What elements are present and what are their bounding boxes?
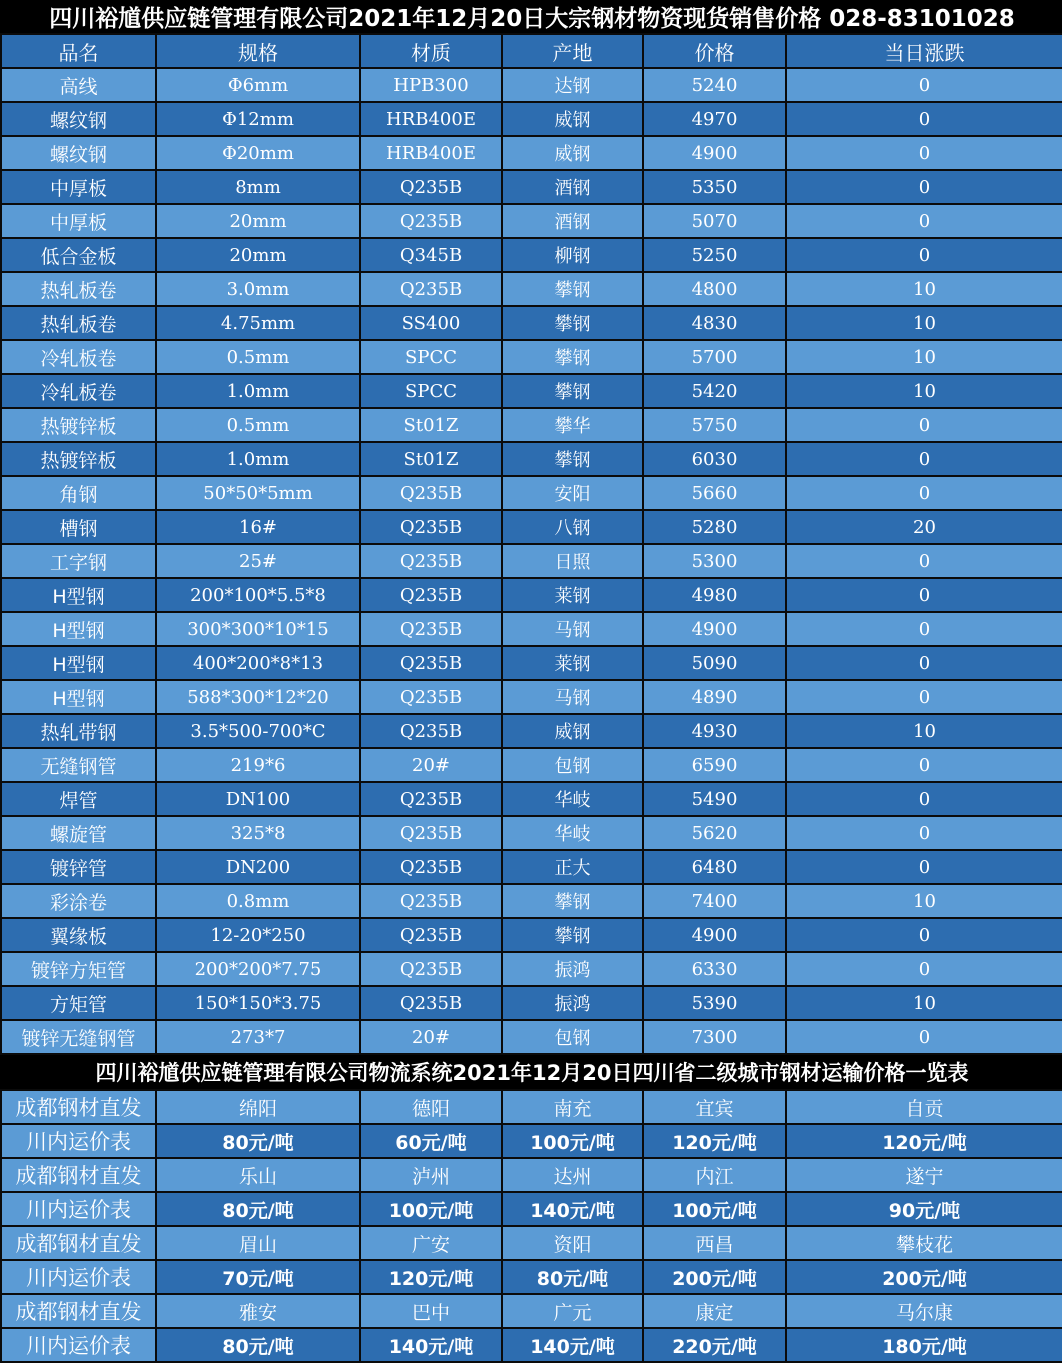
shipping-price: 100元/吨: [643, 1192, 786, 1226]
shipping-city: 雅安: [156, 1294, 360, 1328]
shipping-city: 广安: [360, 1226, 502, 1260]
cell-spec: 588*300*12*20: [156, 680, 360, 714]
cell-origin: 振鸿: [502, 986, 643, 1020]
shipping-label-top: 成都钢材直发: [1, 1226, 156, 1260]
table-row: [1, 782, 1062, 816]
cell-material: St01Z: [360, 408, 502, 442]
cell-change: 0: [786, 136, 1062, 170]
header-row: [1, 34, 1062, 68]
cell-price: 5280: [643, 510, 786, 544]
cell-spec: 8mm: [156, 170, 360, 204]
cell-spec: 300*300*10*15: [156, 612, 360, 646]
cell-origin: 攀钢: [502, 306, 643, 340]
cell-spec: 150*150*3.75: [156, 986, 360, 1020]
cell-material: St01Z: [360, 442, 502, 476]
shipping-price: 220元/吨: [643, 1328, 786, 1362]
cell-change: 0: [786, 544, 1062, 578]
table-row: [1, 102, 1062, 136]
cell-name: 冷轧板卷: [1, 340, 156, 374]
shipping-label-top: 成都钢材直发: [1, 1158, 156, 1192]
shipping-label-top: 成都钢材直发: [1, 1090, 156, 1124]
cell-price: 7400: [643, 884, 786, 918]
cell-name: 冷轧板卷: [1, 374, 156, 408]
cell-price: 5390: [643, 986, 786, 1020]
cell-origin: 八钢: [502, 510, 643, 544]
cell-price: 5420: [643, 374, 786, 408]
cell-spec: 1.0mm: [156, 374, 360, 408]
cell-material: Q235B: [360, 272, 502, 306]
shipping-label-bottom: 川内运价表: [1, 1192, 156, 1226]
cell-origin: 酒钢: [502, 204, 643, 238]
cell-change: 0: [786, 612, 1062, 646]
cell-name: 方矩管: [1, 986, 156, 1020]
cell-change: 10: [786, 374, 1062, 408]
cell-name: 热轧带钢: [1, 714, 156, 748]
cell-name: H型钢: [1, 646, 156, 680]
cell-name: 镀锌无缝钢管: [1, 1020, 156, 1054]
cell-name: 槽钢: [1, 510, 156, 544]
table-row: [1, 986, 1062, 1020]
cell-change: 0: [786, 782, 1062, 816]
cell-material: SPCC: [360, 374, 502, 408]
header-cell: 规格: [156, 34, 360, 68]
cell-origin: 莱钢: [502, 578, 643, 612]
cell-change: 0: [786, 476, 1062, 510]
shipping-label-bottom: 川内运价表: [1, 1124, 156, 1158]
shipping-city: 内江: [643, 1158, 786, 1192]
table-row: [1, 442, 1062, 476]
cell-price: 5090: [643, 646, 786, 680]
table-row: [1, 680, 1062, 714]
cell-name: 热轧板卷: [1, 306, 156, 340]
cell-material: Q235B: [360, 204, 502, 238]
cell-price: 6330: [643, 952, 786, 986]
cell-material: HRB400E: [360, 136, 502, 170]
cell-price: 5070: [643, 204, 786, 238]
shipping-price: 80元/吨: [156, 1124, 360, 1158]
cell-spec: 0.5mm: [156, 408, 360, 442]
shipping-city: 遂宁: [786, 1158, 1062, 1192]
shipping-price: 120元/吨: [643, 1124, 786, 1158]
cell-price: 5700: [643, 340, 786, 374]
cell-change: 0: [786, 204, 1062, 238]
cell-spec: Φ20mm: [156, 136, 360, 170]
cell-change: 0: [786, 238, 1062, 272]
cell-origin: 攀钢: [502, 442, 643, 476]
shipping-city: 宜宾: [643, 1090, 786, 1124]
shipping-label-bottom: 川内运价表: [1, 1328, 156, 1362]
cell-material: Q235B: [360, 578, 502, 612]
cell-name: 角钢: [1, 476, 156, 510]
cell-change: 0: [786, 952, 1062, 986]
cell-spec: 20mm: [156, 204, 360, 238]
table-row: [1, 544, 1062, 578]
cell-name: 热轧板卷: [1, 272, 156, 306]
shipping-label-top: 成都钢材直发: [1, 1294, 156, 1328]
shipping-price: 70元/吨: [156, 1260, 360, 1294]
cell-name: 螺旋管: [1, 816, 156, 850]
cell-material: Q235B: [360, 714, 502, 748]
cell-origin: 威钢: [502, 136, 643, 170]
cell-spec: 4.75mm: [156, 306, 360, 340]
shipping-title: 四川裕馗供应链管理有限公司物流系统2021年12月20日四川省二级城市钢材运输价格一览表: [1, 1054, 1062, 1090]
shipping-city-row: [1, 1226, 1062, 1260]
cell-spec: 3.5*500-700*C: [156, 714, 360, 748]
shipping-city: 南充: [502, 1090, 643, 1124]
cell-origin: 包钢: [502, 1020, 643, 1054]
shipping-city: 自贡: [786, 1090, 1062, 1124]
shipping-city: 康定: [643, 1294, 786, 1328]
cell-material: Q235B: [360, 680, 502, 714]
shipping-city: 德阳: [360, 1090, 502, 1124]
cell-name: 螺纹钢: [1, 136, 156, 170]
cell-material: HRB400E: [360, 102, 502, 136]
shipping-city: 泸州: [360, 1158, 502, 1192]
table-row: [1, 612, 1062, 646]
cell-spec: 273*7: [156, 1020, 360, 1054]
table-row: [1, 884, 1062, 918]
table-row: [1, 714, 1062, 748]
cell-material: Q235B: [360, 918, 502, 952]
cell-spec: 200*200*7.75: [156, 952, 360, 986]
cell-material: Q235B: [360, 646, 502, 680]
cell-name: 工字钢: [1, 544, 156, 578]
cell-price: 4900: [643, 918, 786, 952]
cell-name: 热镀锌板: [1, 408, 156, 442]
cell-spec: Φ6mm: [156, 68, 360, 102]
cell-origin: 攀钢: [502, 918, 643, 952]
cell-price: 4800: [643, 272, 786, 306]
cell-price: 6030: [643, 442, 786, 476]
cell-name: 螺纹钢: [1, 102, 156, 136]
cell-name: H型钢: [1, 578, 156, 612]
cell-origin: 安阳: [502, 476, 643, 510]
cell-origin: 攀钢: [502, 272, 643, 306]
cell-price: 4900: [643, 612, 786, 646]
cell-spec: 219*6: [156, 748, 360, 782]
shipping-price-row: [1, 1328, 1062, 1362]
cell-change: 10: [786, 306, 1062, 340]
table-row: [1, 816, 1062, 850]
cell-origin: 振鸿: [502, 952, 643, 986]
cell-price: 4970: [643, 102, 786, 136]
cell-name: 镀锌管: [1, 850, 156, 884]
cell-change: 10: [786, 986, 1062, 1020]
table-row: [1, 1020, 1062, 1054]
cell-change: 0: [786, 850, 1062, 884]
cell-material: HPB300: [360, 68, 502, 102]
table-row: [1, 306, 1062, 340]
cell-material: Q235B: [360, 952, 502, 986]
cell-origin: 马钢: [502, 680, 643, 714]
shipping-city: 资阳: [502, 1226, 643, 1260]
header-cell: 产地: [502, 34, 643, 68]
cell-origin: 威钢: [502, 102, 643, 136]
cell-name: 彩涂卷: [1, 884, 156, 918]
cell-origin: 柳钢: [502, 238, 643, 272]
cell-change: 0: [786, 578, 1062, 612]
shipping-price: 60元/吨: [360, 1124, 502, 1158]
table-row: [1, 238, 1062, 272]
cell-name: 翼缘板: [1, 918, 156, 952]
cell-price: 5350: [643, 170, 786, 204]
table-row: [1, 510, 1062, 544]
shipping-title-row: [1, 1054, 1062, 1090]
page-title: 四川裕馗供应链管理有限公司2021年12月20日大宗钢材物资现货销售价格 028-83101028: [1, 0, 1062, 34]
cell-origin: 华岐: [502, 782, 643, 816]
cell-price: 5750: [643, 408, 786, 442]
cell-price: 7300: [643, 1020, 786, 1054]
cell-change: 10: [786, 714, 1062, 748]
table-row: [1, 850, 1062, 884]
cell-price: 6590: [643, 748, 786, 782]
cell-material: Q235B: [360, 510, 502, 544]
cell-origin: 日照: [502, 544, 643, 578]
cell-name: 高线: [1, 68, 156, 102]
title-row: [1, 0, 1062, 34]
cell-price: 4830: [643, 306, 786, 340]
shipping-price: 100元/吨: [502, 1124, 643, 1158]
cell-material: 20#: [360, 748, 502, 782]
shipping-price: 80元/吨: [502, 1260, 643, 1294]
cell-change: 0: [786, 408, 1062, 442]
cell-spec: 1.0mm: [156, 442, 360, 476]
shipping-city: 眉山: [156, 1226, 360, 1260]
cell-material: Q345B: [360, 238, 502, 272]
cell-change: 10: [786, 340, 1062, 374]
header-cell: 价格: [643, 34, 786, 68]
cell-material: Q235B: [360, 986, 502, 1020]
cell-change: 0: [786, 748, 1062, 782]
cell-price: 4890: [643, 680, 786, 714]
cell-spec: 50*50*5mm: [156, 476, 360, 510]
cell-material: Q235B: [360, 170, 502, 204]
cell-change: 0: [786, 816, 1062, 850]
cell-material: SS400: [360, 306, 502, 340]
cell-change: 0: [786, 442, 1062, 476]
cell-material: Q235B: [360, 782, 502, 816]
shipping-price-row: [1, 1260, 1062, 1294]
cell-change: 0: [786, 102, 1062, 136]
table-row: [1, 136, 1062, 170]
table-row: [1, 204, 1062, 238]
cell-spec: 325*8: [156, 816, 360, 850]
cell-price: 5620: [643, 816, 786, 850]
cell-price: 5250: [643, 238, 786, 272]
cell-change: 10: [786, 272, 1062, 306]
table-row: [1, 272, 1062, 306]
cell-name: 焊管: [1, 782, 156, 816]
table-row: [1, 646, 1062, 680]
shipping-price: 200元/吨: [786, 1260, 1062, 1294]
cell-origin: 达钢: [502, 68, 643, 102]
shipping-city: 巴中: [360, 1294, 502, 1328]
cell-change: 0: [786, 170, 1062, 204]
shipping-city: 西昌: [643, 1226, 786, 1260]
shipping-city-row: [1, 1294, 1062, 1328]
cell-origin: 马钢: [502, 612, 643, 646]
shipping-price: 80元/吨: [156, 1328, 360, 1362]
cell-spec: Φ12mm: [156, 102, 360, 136]
cell-name: H型钢: [1, 680, 156, 714]
table-row: [1, 578, 1062, 612]
cell-spec: 0.5mm: [156, 340, 360, 374]
cell-material: Q235B: [360, 612, 502, 646]
shipping-city-row: [1, 1158, 1062, 1192]
cell-material: SPCC: [360, 340, 502, 374]
cell-origin: 攀钢: [502, 374, 643, 408]
shipping-price: 200元/吨: [643, 1260, 786, 1294]
shipping-price-row: [1, 1124, 1062, 1158]
cell-spec: 12-20*250: [156, 918, 360, 952]
cell-price: 5660: [643, 476, 786, 510]
table-row: [1, 68, 1062, 102]
cell-price: 5240: [643, 68, 786, 102]
cell-name: 低合金板: [1, 238, 156, 272]
cell-material: Q235B: [360, 476, 502, 510]
cell-price: 4900: [643, 136, 786, 170]
table-row: [1, 374, 1062, 408]
cell-material: Q235B: [360, 884, 502, 918]
cell-origin: 包钢: [502, 748, 643, 782]
cell-material: Q235B: [360, 544, 502, 578]
cell-name: 中厚板: [1, 204, 156, 238]
cell-origin: 威钢: [502, 714, 643, 748]
cell-spec: 0.8mm: [156, 884, 360, 918]
cell-origin: 攀钢: [502, 884, 643, 918]
cell-price: 6480: [643, 850, 786, 884]
shipping-price: 80元/吨: [156, 1192, 360, 1226]
shipping-price-row: [1, 1192, 1062, 1226]
cell-change: 0: [786, 1020, 1062, 1054]
shipping-city: 广元: [502, 1294, 643, 1328]
cell-change: 20: [786, 510, 1062, 544]
shipping-price: 140元/吨: [360, 1328, 502, 1362]
shipping-city: 乐山: [156, 1158, 360, 1192]
shipping-city: 达州: [502, 1158, 643, 1192]
cell-change: 10: [786, 884, 1062, 918]
cell-origin: 华岐: [502, 816, 643, 850]
cell-price: 4930: [643, 714, 786, 748]
cell-origin: 酒钢: [502, 170, 643, 204]
cell-material: 20#: [360, 1020, 502, 1054]
shipping-price: 120元/吨: [360, 1260, 502, 1294]
table-row: [1, 408, 1062, 442]
cell-price: 5300: [643, 544, 786, 578]
cell-change: 0: [786, 646, 1062, 680]
cell-origin: 攀华: [502, 408, 643, 442]
table-row: [1, 918, 1062, 952]
table-row: [1, 170, 1062, 204]
table-row: [1, 748, 1062, 782]
table-row: [1, 952, 1062, 986]
cell-name: 镀锌方矩管: [1, 952, 156, 986]
shipping-city: 攀枝花: [786, 1226, 1062, 1260]
header-cell: 品名: [1, 34, 156, 68]
cell-origin: 正大: [502, 850, 643, 884]
cell-name: H型钢: [1, 612, 156, 646]
table-row: [1, 340, 1062, 374]
shipping-price: 180元/吨: [786, 1328, 1062, 1362]
cell-material: Q235B: [360, 850, 502, 884]
cell-material: Q235B: [360, 816, 502, 850]
cell-name: 中厚板: [1, 170, 156, 204]
cell-spec: 25#: [156, 544, 360, 578]
shipping-city: 绵阳: [156, 1090, 360, 1124]
shipping-label-bottom: 川内运价表: [1, 1260, 156, 1294]
cell-name: 热镀锌板: [1, 442, 156, 476]
shipping-price: 100元/吨: [360, 1192, 502, 1226]
cell-name: 无缝钢管: [1, 748, 156, 782]
cell-change: 0: [786, 918, 1062, 952]
cell-price: 5490: [643, 782, 786, 816]
cell-origin: 攀钢: [502, 340, 643, 374]
header-cell: 材质: [360, 34, 502, 68]
shipping-price: 120元/吨: [786, 1124, 1062, 1158]
cell-spec: 200*100*5.5*8: [156, 578, 360, 612]
cell-change: 0: [786, 68, 1062, 102]
cell-spec: 16#: [156, 510, 360, 544]
cell-spec: 20mm: [156, 238, 360, 272]
cell-origin: 莱钢: [502, 646, 643, 680]
cell-spec: 400*200*8*13: [156, 646, 360, 680]
shipping-price: 140元/吨: [502, 1192, 643, 1226]
cell-price: 4980: [643, 578, 786, 612]
header-cell: 当日涨跌: [786, 34, 1062, 68]
table-row: [1, 476, 1062, 510]
cell-spec: 3.0mm: [156, 272, 360, 306]
shipping-price: 140元/吨: [502, 1328, 643, 1362]
cell-change: 0: [786, 680, 1062, 714]
shipping-city-row: [1, 1090, 1062, 1124]
shipping-price: 90元/吨: [786, 1192, 1062, 1226]
cell-spec: DN100: [156, 782, 360, 816]
cell-spec: DN200: [156, 850, 360, 884]
shipping-city: 马尔康: [786, 1294, 1062, 1328]
